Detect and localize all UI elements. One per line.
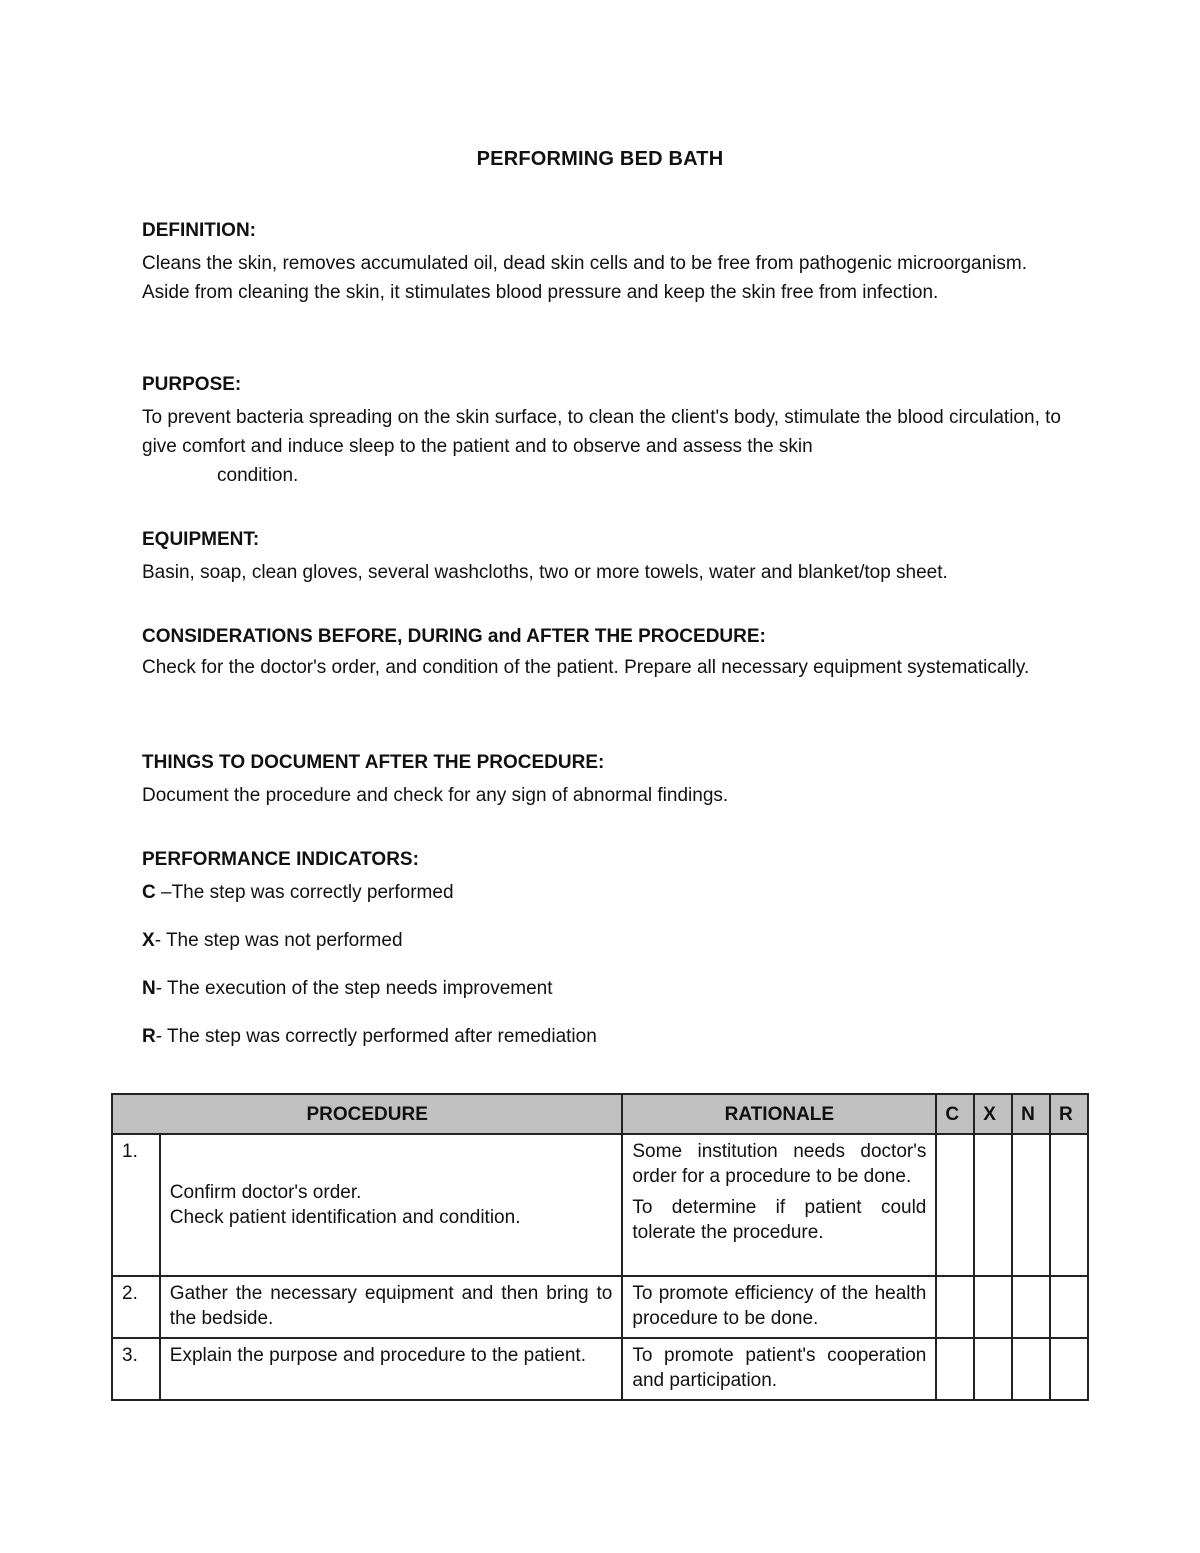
considerations-heading: CONSIDERATIONS BEFORE, DURING and AFTER THE PROCEDURE: [142, 626, 766, 647]
page-title: PERFORMING BED BATH [476, 148, 724, 170]
header-rationale: RATIONALE [622, 1094, 936, 1134]
documentation-heading: THINGS TO DOCUMENT AFTER THE PROCEDURE: [142, 752, 605, 773]
step-number: 1. [112, 1134, 160, 1276]
indicator-n [142, 974, 1072, 1003]
indicator-text: - The step was correctly performed after remediation [155, 1026, 597, 1047]
header-procedure: PROCEDURE [112, 1094, 622, 1134]
table-row [112, 1134, 1088, 1276]
checkbox-r[interactable] [1050, 1276, 1088, 1338]
procedure-cell [160, 1134, 623, 1276]
indicator-code: N [142, 978, 156, 999]
header-n: N [1012, 1094, 1050, 1134]
indicators-heading: PERFORMANCE INDICATORS: [142, 849, 419, 870]
procedure-text: Confirm doctor's order. [169, 1182, 362, 1203]
checkbox-n[interactable] [1012, 1338, 1050, 1400]
checkbox-c[interactable] [936, 1134, 974, 1276]
indicator-text: –The step was correctly performed [155, 882, 454, 903]
documentation-section [142, 748, 1072, 810]
indicator-c [142, 878, 1072, 907]
purpose-text-cont: condition. [217, 465, 299, 486]
equipment-heading: EQUIPMENT: [142, 529, 260, 550]
rationale-text: Some institution needs doctor's order for a procedure to be done. [632, 1141, 927, 1187]
checkbox-x[interactable] [974, 1134, 1012, 1276]
header-x: X [974, 1094, 1012, 1134]
indicators-section [142, 845, 1072, 1051]
checkbox-c[interactable] [936, 1276, 974, 1338]
header-r: R [1050, 1094, 1088, 1134]
checkbox-x[interactable] [974, 1338, 1012, 1400]
purpose-text: To prevent bacteria spreading on the skin surface, to clean the client's body, stimulate the blood circulation, to give comfort and induce sleep to the patient and to observe and assess the skin [142, 407, 1061, 457]
checkbox-n[interactable] [1012, 1134, 1050, 1276]
checkbox-c[interactable] [936, 1338, 974, 1400]
indicator-text: - The execution of the step needs improvement [155, 978, 553, 999]
considerations-section [142, 622, 1072, 682]
rationale-cell [622, 1134, 936, 1276]
procedure-table [111, 1093, 1089, 1401]
checkbox-n[interactable] [1012, 1276, 1050, 1338]
procedure-text: Gather the necessary equipment and then bring to the bedside. [160, 1276, 623, 1338]
documentation-text: Document the procedure and check for any sign of abnormal findings. [142, 785, 729, 806]
equipment-text: Basin, soap, clean gloves, several washcloths, two or more towels, water and blanket/top sheet. [142, 562, 948, 583]
table-row [112, 1276, 1088, 1338]
definition-heading: DEFINITION: [142, 220, 256, 241]
table-header-row [112, 1094, 1088, 1134]
indicator-code: C [142, 882, 156, 903]
procedure-text: Explain the purpose and procedure to the patient. [160, 1338, 623, 1400]
rationale-text: To determine if patient could tolerate the procedure. [632, 1197, 927, 1243]
table-row [112, 1338, 1088, 1400]
indicator-code: X [142, 930, 155, 951]
definition-section [142, 216, 1072, 307]
considerations-text: Check for the doctor's order, and condition of the patient. Prepare all necessary equipment systematically. [142, 657, 1030, 678]
indicator-x [142, 926, 1072, 955]
rationale-text: To promote efficiency of the health procedure to be done. [622, 1276, 936, 1338]
purpose-section [142, 370, 1072, 490]
equipment-section [142, 525, 1072, 587]
indicator-r [142, 1022, 1072, 1051]
indicator-code: R [142, 1026, 156, 1047]
procedure-text: Check patient identification and condition. [169, 1207, 521, 1228]
checkbox-x[interactable] [974, 1276, 1012, 1338]
rationale-text: To promote patient's cooperation and participation. [622, 1338, 936, 1400]
definition-text: Cleans the skin, removes accumulated oil, dead skin cells and to be free from pathogenic microorganism. Aside from cleaning the skin, it stimulates blood pressure and keep the skin free from infection. [142, 253, 1027, 303]
checkbox-r[interactable] [1050, 1134, 1088, 1276]
purpose-heading: PURPOSE: [142, 374, 242, 395]
indicator-text: - The step was not performed [154, 930, 403, 951]
checkbox-r[interactable] [1050, 1338, 1088, 1400]
step-number: 2. [112, 1276, 160, 1338]
step-number: 3. [112, 1338, 160, 1400]
header-c: C [936, 1094, 974, 1134]
